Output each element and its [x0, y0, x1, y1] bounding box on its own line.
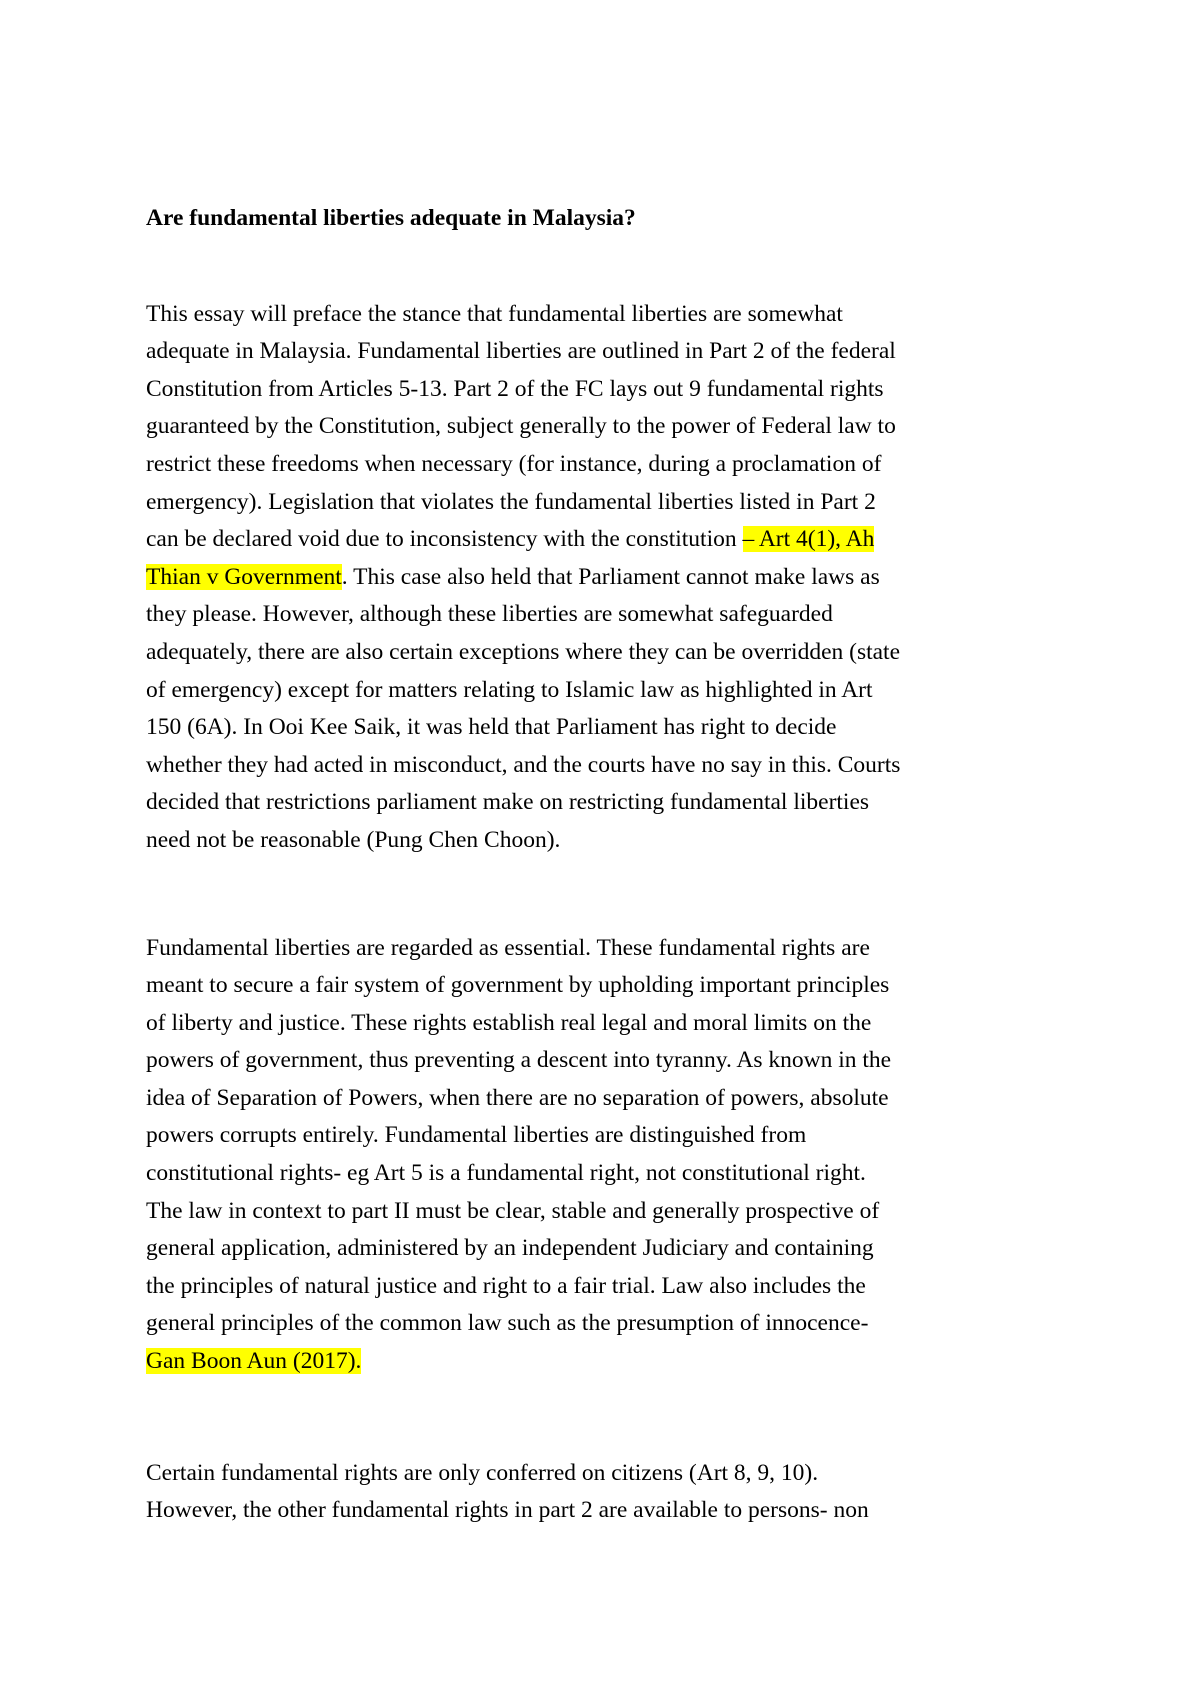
highlighted-text: – Art 4(1), Ah	[742, 526, 875, 553]
text-segment: adequately, there are also certain exceptions where they can be overridden (state	[146, 638, 901, 665]
highlighted-text: Gan Boon Aun (2017).	[146, 1348, 362, 1375]
text-line	[146, 1230, 1066, 1268]
text-line	[146, 1492, 1066, 1530]
text-segment: The law in context to part II must be clear, stable and generally prospective of	[146, 1197, 880, 1224]
text-line	[146, 1305, 1066, 1343]
text-line	[146, 333, 1066, 371]
text-segment: Fundamental liberties are regarded as essential. These fundamental rights are	[146, 934, 870, 961]
text-segment: 150 (6A). In Ooi Kee Saik, it was held that Parliament has right to decide	[146, 714, 837, 741]
text-line	[146, 296, 1066, 334]
text-line	[146, 484, 1066, 522]
text-line	[146, 1193, 1066, 1231]
text-line	[146, 559, 1066, 597]
text-line	[146, 967, 1066, 1005]
text-segment: the principles of natural justice and right to a fair trial. Law also includes the	[146, 1272, 866, 1299]
text-line	[146, 1042, 1066, 1080]
text-segment: emergency). Legislation that violates the fundamental liberties listed in Part 2	[146, 488, 876, 515]
text-segment: constitutional rights- eg Art 5 is a fundamental right, not constitutional right.	[146, 1160, 866, 1187]
text-segment: However, the other fundamental rights in part 2 are available to persons- non	[146, 1497, 869, 1524]
text-line	[146, 446, 1066, 484]
text-segment: guaranteed by the Constitution, subject generally to the power of Federal law to	[146, 413, 896, 440]
text-segment: they please. However, although these liberties are somewhat safeguarded	[146, 601, 833, 628]
text-segment: of liberty and justice. These rights establish real legal and moral limits on the	[146, 1009, 872, 1036]
text-line	[146, 1080, 1066, 1118]
text-line	[146, 930, 1066, 968]
text-line	[146, 709, 1066, 747]
text-segment: restrict these freedoms when necessary (for instance, during a proclamation of	[146, 450, 882, 477]
text-segment: general principles of the common law such as the presumption of innocence-	[146, 1310, 869, 1337]
document-body	[146, 200, 1066, 1530]
highlighted-text: Thian v Government	[146, 563, 342, 590]
text-line	[146, 521, 1066, 559]
paragraph-2	[146, 930, 1066, 1381]
text-line	[146, 822, 1066, 860]
text-line	[146, 1117, 1066, 1155]
text-segment: can be declared void due to inconsistency with the constitution	[146, 526, 743, 553]
text-segment: of emergency) except for matters relating to Islamic law as highlighted in Art	[146, 676, 873, 703]
document-title: Are fundamental liberties adequate in Malaysia?	[146, 205, 636, 231]
text-line	[146, 596, 1066, 634]
text-line	[146, 747, 1066, 785]
paragraph-1	[146, 296, 1066, 860]
text-segment: adequate in Malaysia. Fundamental liberties are outlined in Part 2 of the federal	[146, 338, 896, 365]
text-segment: powers of government, thus preventing a descent into tyranny. As known in the	[146, 1047, 892, 1074]
text-segment: Certain fundamental rights are only conferred on citizens (Art 8, 9, 10).	[146, 1459, 819, 1486]
text-segment: need not be reasonable (Pung Chen Choon).	[146, 826, 561, 853]
text-line	[146, 1268, 1066, 1306]
text-line	[146, 408, 1066, 446]
text-segment: . This case also held that Parliament cannot make laws as	[341, 563, 880, 590]
text-line	[146, 1343, 1066, 1381]
text-segment: This essay will preface the stance that fundamental liberties are somewhat	[146, 300, 843, 327]
text-line	[146, 371, 1066, 409]
text-line	[146, 634, 1066, 672]
text-segment: powers corrupts entirely. Fundamental liberties are distinguished from	[146, 1122, 807, 1149]
text-line	[146, 1155, 1066, 1193]
text-segment: meant to secure a fair system of government by upholding important principles	[146, 972, 890, 999]
text-segment: decided that restrictions parliament make on restricting fundamental liberties	[146, 789, 870, 816]
text-line	[146, 784, 1066, 822]
text-segment: Constitution from Articles 5-13. Part 2 of the FC lays out 9 fundamental rights	[146, 375, 884, 402]
text-line	[146, 672, 1066, 710]
text-segment: idea of Separation of Powers, when there are no separation of powers, absolute	[146, 1084, 889, 1111]
text-line	[146, 1005, 1066, 1043]
paragraph-3	[146, 1455, 1066, 1530]
text-segment: general application, administered by an independent Judiciary and containing	[146, 1235, 874, 1262]
text-line	[146, 1455, 1066, 1493]
text-segment: whether they had acted in misconduct, and the courts have no say in this. Courts	[146, 751, 901, 778]
